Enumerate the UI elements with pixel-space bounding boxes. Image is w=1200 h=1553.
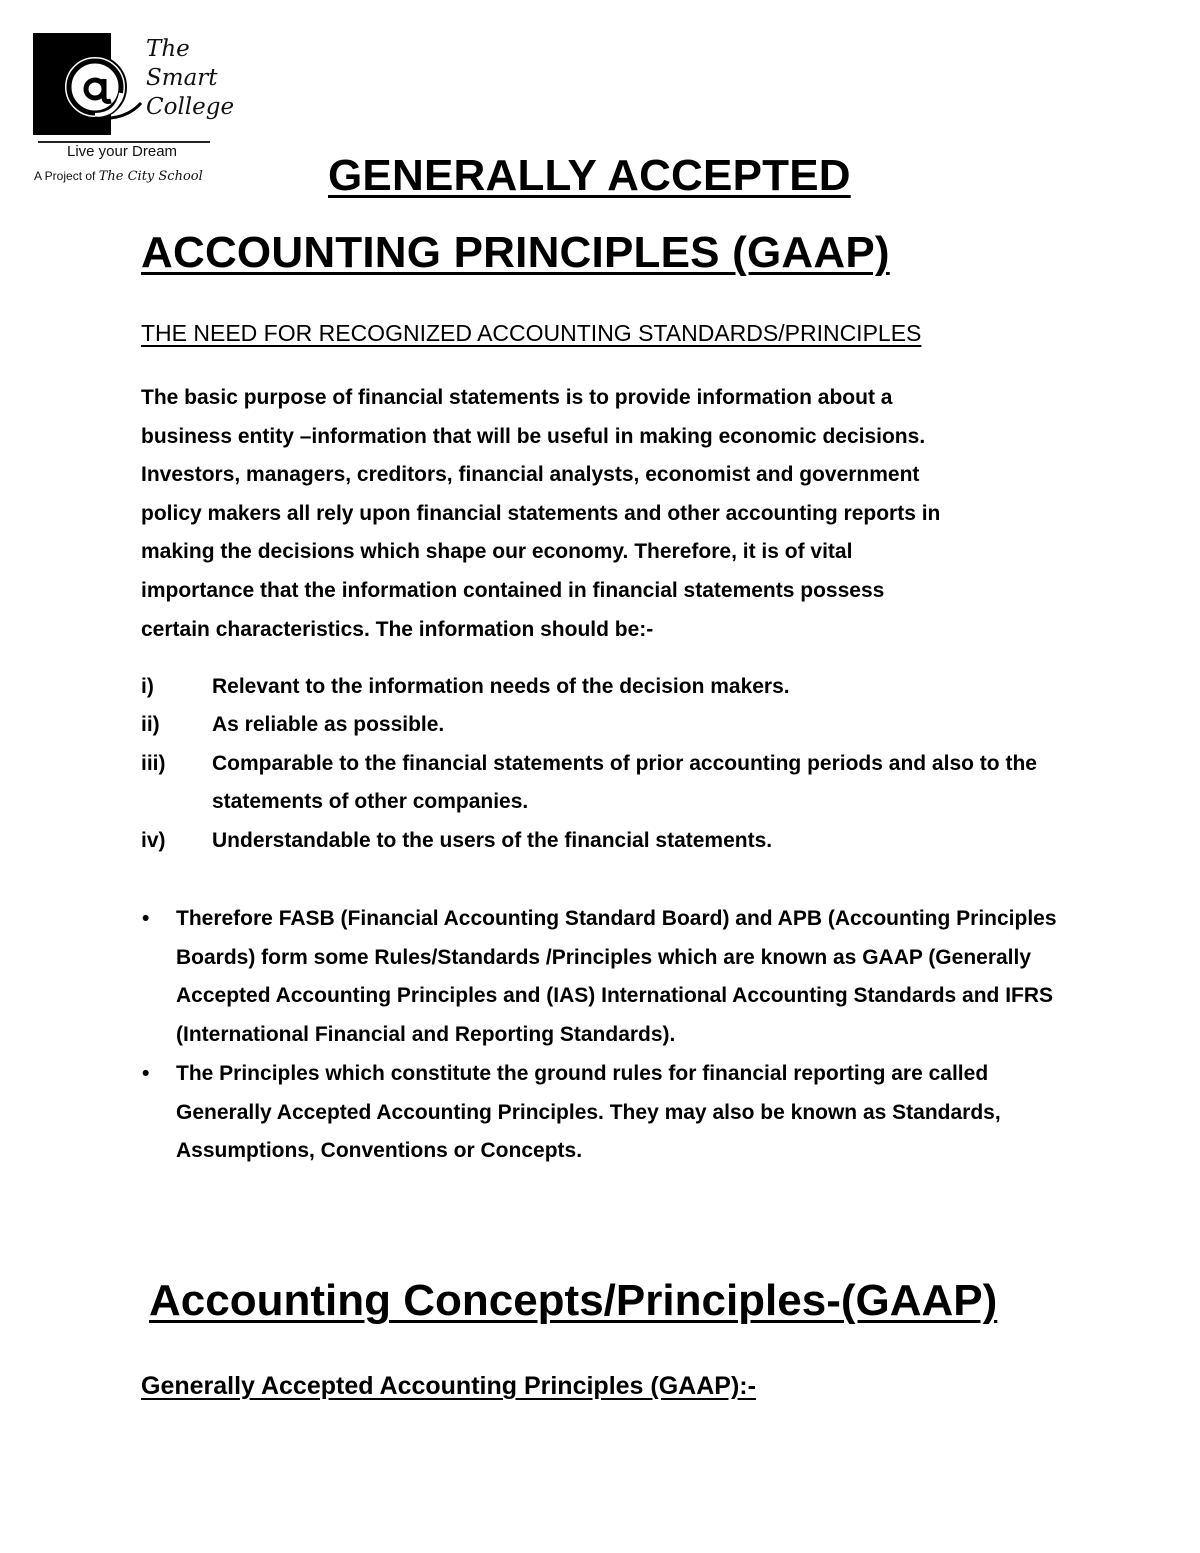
- bullet-list: [141, 900, 1061, 1171]
- qualities-list: [141, 668, 1061, 860]
- list-item-number: ii): [141, 713, 160, 737]
- paragraph-line: certain characteristics. The information should be:-: [141, 617, 654, 641]
- paragraph-line: The basic purpose of financial statements is to provide information about a: [141, 386, 893, 409]
- page-title-line-1: GENERALLY ACCEPTED: [328, 151, 851, 200]
- logo-project-name: The City School: [98, 169, 203, 184]
- logo-project-line: [34, 169, 203, 184]
- intro-paragraph: [141, 379, 1061, 649]
- list-item: [141, 822, 1061, 860]
- section-subheading: THE NEED FOR RECOGNIZED ACCOUNTING STANDARDS/PRINCIPLES: [141, 320, 922, 346]
- list-item: [141, 706, 1061, 744]
- college-logo: [33, 33, 235, 193]
- list-item-text: Relevant to the information needs of the decision makers.: [212, 675, 790, 698]
- section-heading: Accounting Concepts/Principles-(GAAP): [149, 1276, 998, 1325]
- paragraph-line: business entity –information that will be useful in making economic decisions.: [141, 424, 926, 448]
- logo-name-line: Smart: [146, 65, 218, 91]
- list-item-number: i): [141, 675, 154, 698]
- list-item-number: iii): [141, 751, 166, 775]
- bullet-icon: •: [142, 1061, 150, 1085]
- paragraph-line: making the decisions which shape our economy. Therefore, it is of vital: [141, 540, 853, 564]
- logo-name: [146, 35, 234, 122]
- list-item: [141, 745, 1061, 822]
- logo-project-prefix: A Project of: [34, 169, 96, 183]
- page-title-line-2: ACCOUNTING PRINCIPLES (GAAP): [141, 228, 890, 277]
- bullet-text: The Principles which constitute the ground rules for financial reporting are called Generally Accepted Accounting Principles. They may also be known as Standards, Assumptions, Conventions or Concepts.: [176, 1061, 1001, 1163]
- bullet-item: [141, 1055, 1061, 1171]
- list-item-text: Comparable to the financial statements of prior accounting periods and also to the statements of other companies.: [212, 751, 1037, 814]
- logo-name-line: The: [146, 36, 190, 62]
- list-item-text: As reliable as possible.: [212, 713, 445, 737]
- list-item-text: Understandable to the users of the financial statements.: [212, 828, 773, 852]
- gaap-subheading: Generally Accepted Accounting Principles (GAAP):-: [141, 1372, 756, 1400]
- list-item-number: iv): [141, 828, 166, 852]
- logo-name-line: College: [146, 94, 235, 120]
- at-sign-icon: [55, 45, 145, 135]
- bullet-item: [141, 900, 1061, 1055]
- list-item: [141, 668, 1061, 706]
- paragraph-line: importance that the information contained in financial statements possess: [141, 578, 885, 602]
- logo-tagline: Live your Dream: [67, 143, 178, 160]
- bullet-icon: •: [142, 907, 150, 930]
- paragraph-line: Investors, managers, creditors, financial analysts, economist and government: [141, 463, 920, 487]
- paragraph-line: policy makers all rely upon financial statements and other accounting reports in: [141, 501, 941, 525]
- bullet-text: Therefore FASB (Financial Accounting Standard Board) and APB (Accounting Principles Boards) form some Rules/Standards /Principles which are known as GAAP (Generally Accepted Accounting Principles and (IAS) International Accounting Standards and IFRS (International Financial and Reporting Standards).: [176, 907, 1057, 1047]
